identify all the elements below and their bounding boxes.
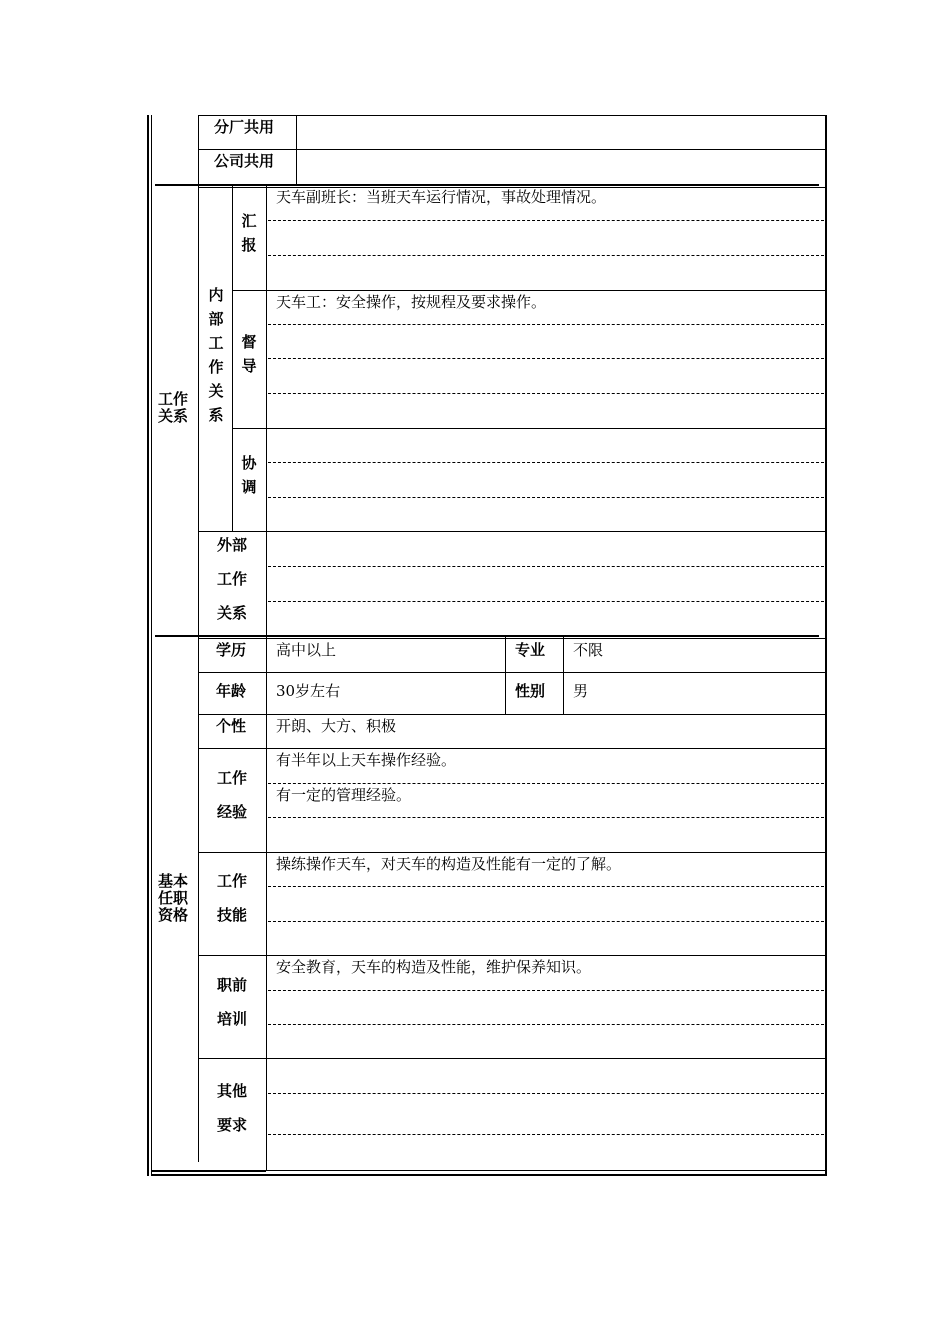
external-relations-label-line: 工作 (216, 570, 247, 588)
experience-row-bottom-line (198, 852, 826, 853)
section-divider-qualifications (155, 635, 819, 637)
personality-row-bottom-line (198, 748, 826, 749)
report-label: 汇报 (241, 212, 257, 254)
work-relations-section-label: 工作关系 (157, 390, 188, 425)
training-label-line: 培训 (216, 1010, 247, 1028)
major-label-left-divider (505, 637, 506, 715)
frame-bottom-border (151, 1170, 266, 1172)
experience-ruled-line (268, 783, 824, 784)
frame-left-inner-border (151, 115, 152, 1176)
supervise-line-1: 天车工：安全操作，按规程及要求操作。 (276, 293, 547, 311)
major-label-right-divider (563, 637, 564, 715)
supervise-ruled-line (268, 324, 824, 325)
education-value: 高中以上 (276, 641, 337, 659)
other-ruled-line (268, 1134, 824, 1135)
other-ruled-line (268, 1093, 824, 1094)
training-row-bottom-line (198, 1058, 826, 1059)
training-ruled-line (268, 990, 824, 991)
experience-line-1: 有半年以上天车操作经验。 (276, 751, 457, 769)
content-column-divider (266, 186, 267, 637)
branch-shared-label: 分厂共用 (214, 118, 275, 136)
age-value: 30岁左右 (276, 682, 341, 700)
section-divider-work-relations (155, 184, 819, 186)
frame-bottom-border-right (266, 1170, 826, 1171)
personality-value: 开朗、大方、积极 (276, 717, 397, 735)
skills-row-bottom-line (198, 955, 826, 956)
coordinate-label: 协调 (241, 454, 257, 496)
skills-label (199, 864, 265, 932)
top-rows-middle-line (198, 149, 826, 150)
external-ruled-line (268, 601, 824, 602)
experience-ruled-line (268, 817, 824, 818)
top-rows-label-divider (296, 115, 297, 185)
supervise-ruled-line (268, 393, 824, 394)
experience-label-line: 经验 (216, 803, 247, 821)
section-divider-qualifications-inner (198, 638, 826, 639)
experience-label (199, 761, 265, 829)
internal-relations-bottom-line (198, 531, 826, 532)
external-relations-label-line: 关系 (216, 604, 247, 622)
personality-label: 个性 (216, 717, 247, 735)
skills-label-line: 工作 (216, 872, 247, 890)
external-ruled-line (268, 566, 824, 567)
external-relations-label (199, 528, 265, 630)
other-requirements-label-line: 其他 (216, 1082, 247, 1100)
education-row-bottom-line (198, 672, 826, 673)
report-bottom-line (232, 290, 826, 291)
frame-top-border (198, 115, 826, 116)
qualifications-content-divider (266, 637, 267, 1170)
frame-left-border (147, 115, 149, 1176)
training-label-line: 职前 (216, 976, 247, 994)
education-label: 学历 (216, 641, 247, 659)
skills-line-1: 操练操作天车，对天车的构造及性能有一定的了解。 (276, 855, 622, 873)
internal-relations-label: 内部工作关系 (208, 286, 224, 424)
supervise-ruled-line (268, 358, 824, 359)
experience-line-2: 有一定的管理经验。 (276, 786, 412, 804)
major-label: 专业 (515, 641, 546, 659)
supervise-bottom-line (232, 428, 826, 429)
company-shared-label: 公司共用 (214, 152, 275, 170)
qualifications-section-label: 基本任职资格 (157, 872, 188, 924)
major-value: 不限 (573, 641, 604, 659)
other-requirements-label-line: 要求 (216, 1116, 247, 1134)
coordinate-ruled-line (268, 497, 824, 498)
experience-label-line: 工作 (216, 769, 247, 787)
training-line-1: 安全教育，天车的构造及性能，维护保养知识。 (276, 958, 592, 976)
frame-right-border (825, 115, 827, 1175)
skills-ruled-line (268, 886, 824, 887)
gender-label: 性别 (515, 682, 546, 700)
supervise-label: 督导 (241, 333, 257, 375)
age-label: 年龄 (216, 682, 247, 700)
other-requirements-label (199, 1074, 265, 1142)
report-ruled-line (268, 220, 824, 221)
coordinate-ruled-line (268, 462, 824, 463)
training-label (199, 968, 265, 1036)
internal-relations-divider (232, 186, 233, 532)
report-line-1: 天车副班长：当班天车运行情况，事故处理情况。 (276, 188, 607, 206)
age-row-bottom-line (198, 714, 826, 715)
external-relations-label-line: 外部 (216, 536, 247, 554)
report-ruled-line (268, 255, 824, 256)
training-ruled-line (268, 1024, 824, 1025)
skills-ruled-line (268, 921, 824, 922)
skills-label-line: 技能 (216, 906, 247, 924)
frame-bottom-border-outer (151, 1174, 827, 1176)
gender-value: 男 (573, 682, 589, 700)
top-rows-left-divider (198, 115, 199, 185)
